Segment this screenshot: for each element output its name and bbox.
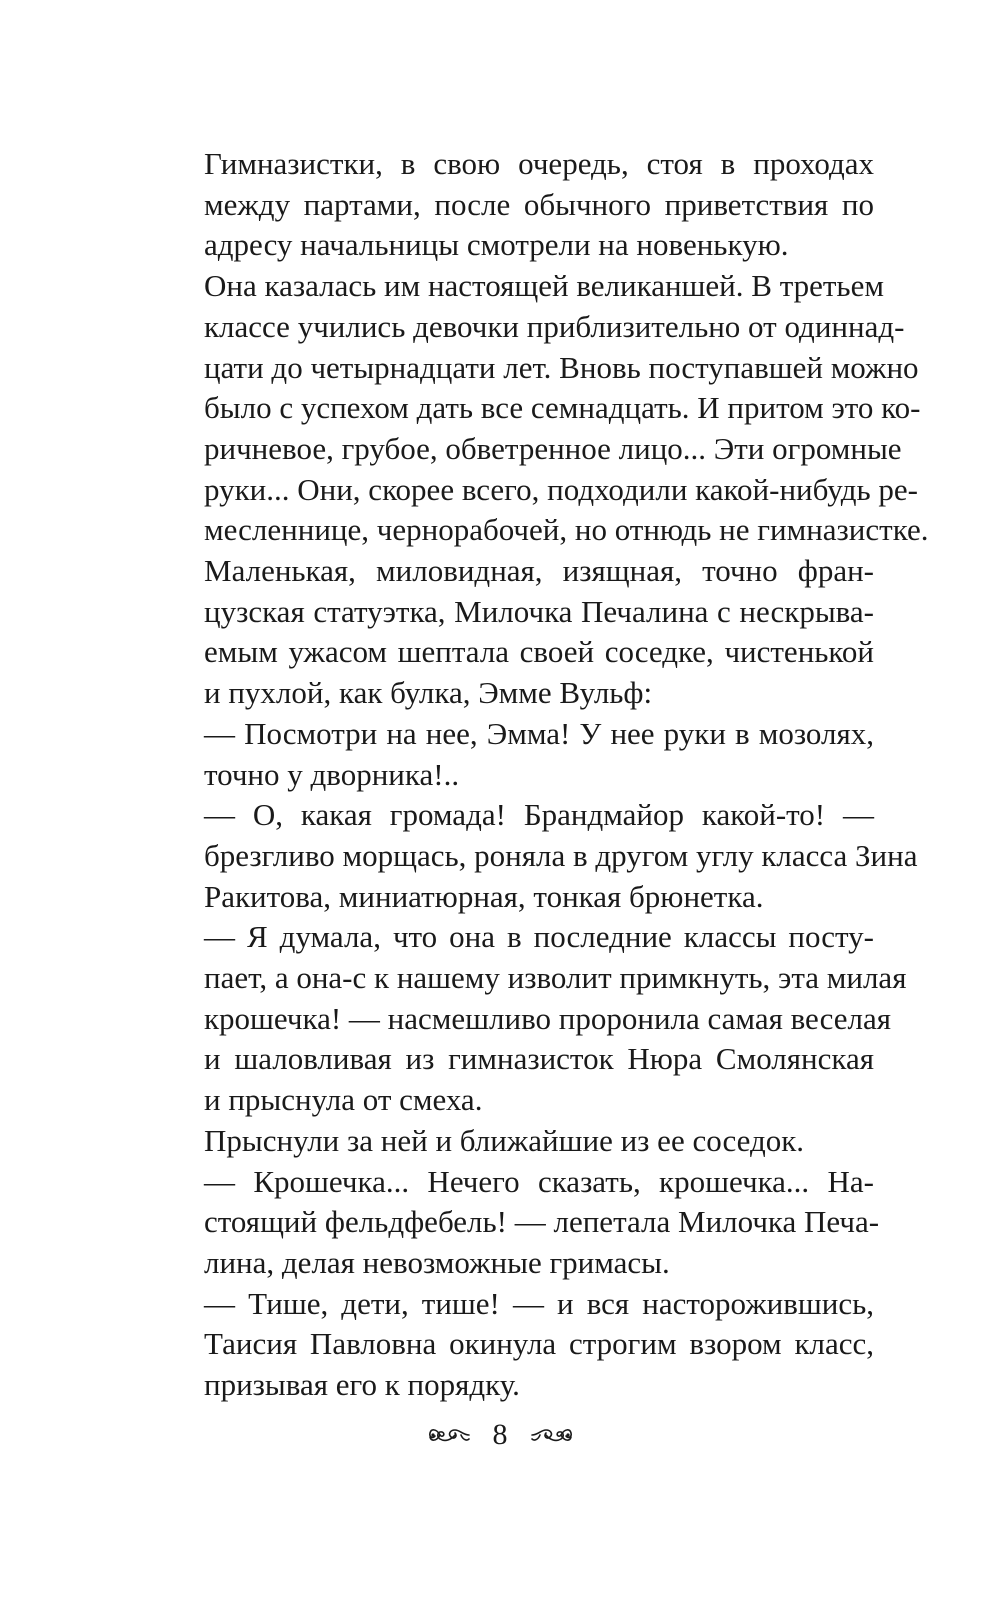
text-line: призывая его к порядку.	[204, 1367, 520, 1403]
fleuron-left-icon	[427, 1424, 471, 1446]
text-line: ричневое, грубое, обветренное лицо... Эти огромные	[204, 430, 902, 466]
paragraph	[152, 1284, 874, 1406]
paragraph	[152, 1121, 874, 1162]
text-line: классе учились девочки приблизительно от одиннад-	[204, 308, 905, 344]
text-line: Гимназистки, в свою очередь, стоя в проходах	[204, 146, 874, 181]
page-number: 8	[492, 1418, 508, 1451]
text-line: — Я думала, что она в последние классы посту-	[204, 919, 874, 955]
text-line: было с успехом дать все семнадцать. И притом это ко-	[204, 390, 921, 426]
text-line: Таисия Павловна окинула строгим взором класс,	[204, 1326, 874, 1362]
text-line: адресу начальницы смотрели на новенькую.	[204, 227, 789, 263]
text-line: руки... Они, скорее всего, подходили какой-нибудь ре-	[204, 471, 918, 507]
text-line: Ракитова, миниатюрная, тонкая брюнетка.	[204, 878, 764, 914]
text-line: и прыснула от смеха.	[204, 1082, 483, 1118]
paragraph	[152, 144, 874, 266]
text-line: крошечка! — насмешливо проронила самая веселая	[204, 1000, 891, 1036]
paragraph	[152, 266, 929, 551]
paragraph	[152, 551, 874, 714]
text-line: и шаловливая из гимназисток Нюра Смолянская	[204, 1041, 874, 1077]
fleuron-right-icon	[530, 1424, 574, 1446]
paragraph	[152, 795, 918, 917]
text-line: — Посмотри на нее, Эмма! У нее руки в мозолях,	[204, 715, 874, 751]
text-line: стоящий фельдфебель! — лепетала Милочка Печа-	[204, 1204, 880, 1240]
text-line: Прыснули за ней и ближайшие из ее соседок.	[204, 1122, 805, 1158]
text-line: лина, делая невозможные гримасы.	[204, 1244, 670, 1280]
paragraph	[152, 714, 874, 795]
page-footer	[0, 1417, 1000, 1453]
paragraph	[152, 1162, 880, 1284]
text-line: — Крошечка... Нечего сказать, крошечка... На-	[204, 1163, 874, 1199]
text-line: — О, какая громада! Брандмайор какой-то! —	[204, 797, 874, 833]
text-line: цузская статуэтка, Милочка Печалина с нескрыва-	[204, 593, 874, 629]
page-body	[152, 144, 929, 1406]
text-line: между партами, после обычного приветствия по	[204, 186, 874, 222]
text-line: емым ужасом шептала своей соседке, чистенькой	[204, 634, 874, 670]
text-line: цати до четырнадцати лет. Вновь поступавшей можно	[204, 349, 919, 385]
text-line: точно у дворника!..	[204, 756, 460, 792]
paragraph	[152, 917, 907, 1121]
text-line: и пухлой, как булка, Эмме Вульф:	[204, 675, 653, 711]
text-line: Она казалась им настоящей великаншей. В третьем	[204, 268, 884, 304]
text-line: месленнице, чернорабочей, но отнюдь не гимназистке.	[204, 512, 929, 548]
text-line: брезгливо морщась, роняла в другом углу класса Зина	[204, 837, 918, 873]
text-line: — Тише, дети, тише! — и вся насторожившись,	[204, 1285, 874, 1321]
text-line: пает, а она-с к нашему изволит примкнуть, эта милая	[204, 960, 907, 996]
text-line: Маленькая, миловидная, изящная, точно фран-	[204, 553, 874, 589]
